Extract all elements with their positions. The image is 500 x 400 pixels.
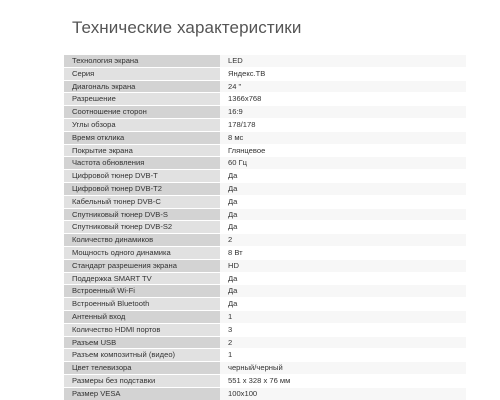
spec-label: Углы обзора (64, 118, 220, 131)
spec-label: Диагональ экрана (64, 80, 220, 93)
spec-value: 16:9 (220, 106, 466, 119)
spec-value: 8 Вт (220, 246, 466, 259)
spec-label: Технология экрана (64, 55, 220, 67)
spec-row (64, 374, 466, 387)
spec-row (64, 55, 466, 67)
spec-value: Да (220, 170, 466, 183)
spec-label: Серия (64, 67, 220, 80)
spec-row (64, 362, 466, 375)
spec-row (64, 246, 466, 259)
spec-value: черный/черный (220, 362, 466, 375)
spec-value: 24 " (220, 80, 466, 93)
spec-row (64, 259, 466, 272)
spec-label: Разъем композитный (видео) (64, 349, 220, 362)
spec-value: Да (220, 195, 466, 208)
spec-row (64, 106, 466, 119)
spec-row (64, 170, 466, 183)
spec-label: Спутниковый тюнер DVB-S2 (64, 221, 220, 234)
spec-label: Количество динамиков (64, 234, 220, 247)
spec-row (64, 298, 466, 311)
spec-value: HD (220, 259, 466, 272)
spec-value: Яндекс.ТВ (220, 67, 466, 80)
spec-label: Встроенный Wi-Fi (64, 285, 220, 298)
spec-label: Соотношение сторон (64, 106, 220, 119)
spec-value: 1 (220, 349, 466, 362)
spec-value: Да (220, 285, 466, 298)
spec-value: 178/178 (220, 118, 466, 131)
spec-value: Да (220, 298, 466, 311)
spec-row (64, 144, 466, 157)
spec-row (64, 93, 466, 106)
spec-value: LED (220, 55, 466, 67)
spec-value: 1366x768 (220, 93, 466, 106)
spec-row (64, 336, 466, 349)
spec-label: Покрытие экрана (64, 144, 220, 157)
spec-label: Разрешение (64, 93, 220, 106)
spec-value: Да (220, 221, 466, 234)
spec-row (64, 67, 466, 80)
spec-label: Мощность одного динамика (64, 246, 220, 259)
spec-value: Глянцевое (220, 144, 466, 157)
spec-value: Да (220, 182, 466, 195)
spec-label: Цифровой тюнер DVB-T2 (64, 182, 220, 195)
spec-row (64, 118, 466, 131)
spec-label: Встроенный Bluetooth (64, 298, 220, 311)
spec-value: 8 мс (220, 131, 466, 144)
spec-row (64, 234, 466, 247)
spec-row (64, 182, 466, 195)
spec-value: 3 (220, 323, 466, 336)
spec-label: Цифровой тюнер DVB-T (64, 170, 220, 183)
spec-value: 60 Гц (220, 157, 466, 170)
spec-label: Поддержка SMART TV (64, 272, 220, 285)
spec-row (64, 157, 466, 170)
spec-value: 551 x 328 x 76 мм (220, 374, 466, 387)
spec-row (64, 387, 466, 400)
specs-table (64, 55, 466, 400)
spec-value: 1 (220, 310, 466, 323)
spec-label: Спутниковый тюнер DVB-S (64, 208, 220, 221)
spec-row (64, 208, 466, 221)
spec-label: Цвет телевизора (64, 362, 220, 375)
page-title: Технические характеристики (72, 18, 302, 37)
spec-label: Количество HDMI портов (64, 323, 220, 336)
specs-table-body (64, 55, 466, 400)
spec-value: 100x100 (220, 387, 466, 400)
spec-row (64, 131, 466, 144)
spec-row (64, 195, 466, 208)
spec-row (64, 310, 466, 323)
spec-label: Стандарт разрешения экрана (64, 259, 220, 272)
spec-row (64, 285, 466, 298)
spec-label: Антенный вход (64, 310, 220, 323)
spec-row (64, 272, 466, 285)
spec-row (64, 323, 466, 336)
spec-label: Размер VESA (64, 387, 220, 400)
spec-value: 2 (220, 336, 466, 349)
spec-row (64, 80, 466, 93)
spec-label: Кабельный тюнер DVB-C (64, 195, 220, 208)
spec-label: Разъем USB (64, 336, 220, 349)
spec-row (64, 221, 466, 234)
spec-value: Да (220, 272, 466, 285)
spec-value: 2 (220, 234, 466, 247)
spec-value: Да (220, 208, 466, 221)
spec-label: Размеры без подставки (64, 374, 220, 387)
spec-label: Время отклика (64, 131, 220, 144)
spec-label: Частота обновления (64, 157, 220, 170)
spec-row (64, 349, 466, 362)
